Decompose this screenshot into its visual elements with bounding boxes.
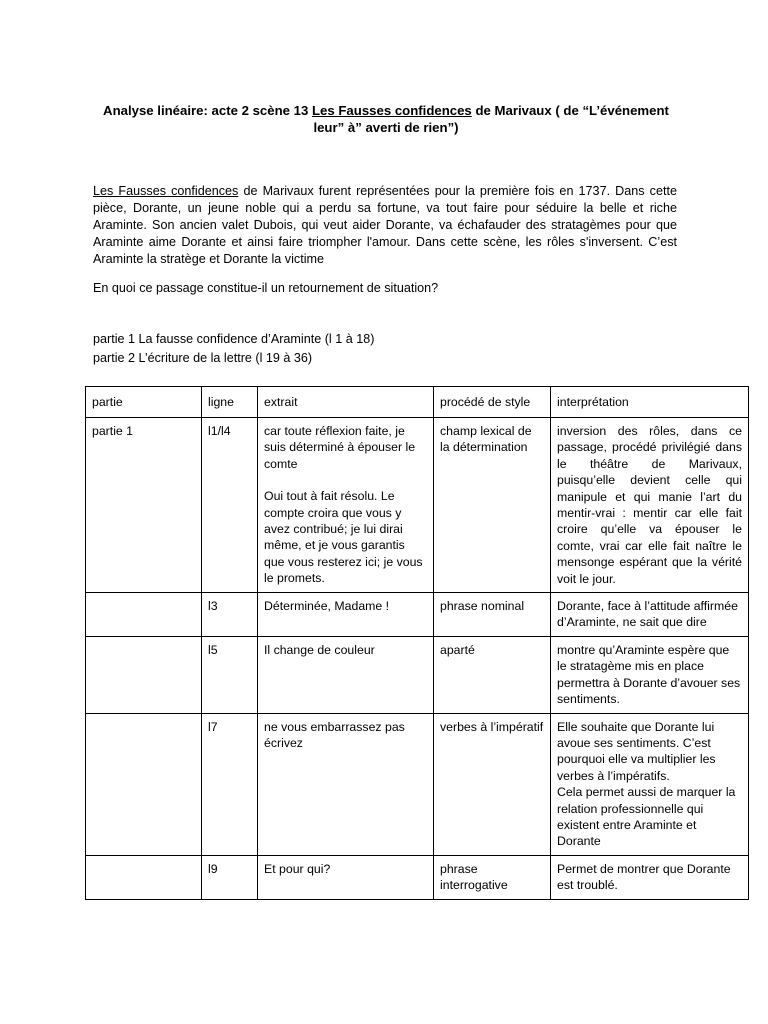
cell-partie xyxy=(86,593,202,637)
cell-ligne: l7 xyxy=(202,713,258,855)
cell-extrait: Il change de couleur xyxy=(258,636,434,713)
cell-extrait: ne vous embarrassez pas écrivez xyxy=(258,713,434,855)
cell-extrait: Et pour qui? xyxy=(258,855,434,899)
cell-procede: verbes à l’impératif xyxy=(434,713,551,855)
table-row xyxy=(86,593,749,637)
cell-interpretation: Permet de montrer que Dorante est troublé. xyxy=(551,855,749,899)
header-partie: partie xyxy=(86,387,202,418)
analysis-table xyxy=(85,386,749,900)
table-row xyxy=(86,713,749,855)
problematic-question: En quoi ce passage constitue-il un retournement de situation? xyxy=(93,281,439,295)
title-suffix: de Marivaux ( de “L’événement xyxy=(471,103,669,118)
plan-part-2: partie 2 L’écriture de la lettre (l 19 à 36) xyxy=(93,351,313,365)
intro-paragraph xyxy=(93,183,677,268)
cell-ligne: l5 xyxy=(202,636,258,713)
cell-interpretation: inversion des rôles, dans ce passage, procédé privilégié dans le théâtre de Marivaux, puisqu’elle devient celle qui manipule et qui manie l’art du mentir-vrai : mentir car elle fait croire qu’elle va épouser le comte, vrai car elle fait naître le mensonge espérant que la vérité voit le jour. xyxy=(551,418,749,593)
title-prefix: Analyse linéaire: acte 2 scène 13 xyxy=(103,103,312,118)
page-title xyxy=(90,102,682,136)
cell-extrait xyxy=(258,418,434,593)
cell-procede: champ lexical de la détermination xyxy=(434,418,551,593)
header-interpretation: interprétation xyxy=(551,387,749,418)
header-extrait: extrait xyxy=(258,387,434,418)
extrait-part-b: Oui tout à fait résolu. Le compte croira que vous y avez contribué; je lui dirai même, et je vous garantis que vous resterez ici; je vous le promets. xyxy=(264,489,423,586)
table-header-row xyxy=(86,387,749,418)
intro-work-title: Les Fausses confidences xyxy=(93,184,239,198)
cell-interpretation: montre qu’Araminte espère que le stratagème mis en place permettra à Dorante d’avouer ses sentiments. xyxy=(551,636,749,713)
cell-ligne: l3 xyxy=(202,593,258,637)
interpretation-part-a: Elle souhaite que Dorante lui avoue ses sentiments. C’est pourquoi elle va multiplier les verbes à l’impératifs. xyxy=(557,719,716,783)
cell-procede: aparté xyxy=(434,636,551,713)
intro-text: de Marivaux furent représentées pour la première fois en 1737. Dans cette pièce, Dorante, un jeune noble qui a perdu sa fortune, va tout faire pour séduire la belle et riche Araminte. Son ancien valet Dubois, qui veut aider Dorante, va échafauder des stratagèmes pour que Araminte aime Dorante et ainsi faire triompher l'amour. Dans cette scène, les rôles s'inversent. C’est Araminte la stratège et Dorante la victime xyxy=(93,184,677,266)
cell-ligne: l1/l4 xyxy=(202,418,258,593)
cell-procede: phrase interrogative xyxy=(434,855,551,899)
cell-interpretation xyxy=(551,713,749,855)
header-procede: procédé de style xyxy=(434,387,551,418)
plan-list xyxy=(93,330,677,368)
interpretation-part-b: Cela permet aussi de marquer la relation professionnelle qui existent entre Araminte et Dorante xyxy=(557,785,736,849)
cell-ligne: l9 xyxy=(202,855,258,899)
cell-partie xyxy=(86,636,202,713)
cell-partie: partie 1 xyxy=(86,418,202,593)
cell-interpretation: Dorante, face à l’attitude affirmée d’Araminte, ne sait que dire xyxy=(551,593,749,637)
header-ligne: ligne xyxy=(202,387,258,418)
table-row xyxy=(86,855,749,899)
cell-partie xyxy=(86,713,202,855)
title-work: Les Fausses confidences xyxy=(311,103,472,118)
table-row xyxy=(86,418,749,593)
table-row xyxy=(86,636,749,713)
plan-part-1: partie 1 La fausse confidence d’Araminte (l 1 à 18) xyxy=(93,332,375,346)
cell-partie xyxy=(86,855,202,899)
title-line-2: leur” à” averti de rien”) xyxy=(313,120,459,135)
cell-extrait: Déterminée, Madame ! xyxy=(258,593,434,637)
extrait-part-a: car toute réflexion faite, je suis déterminé à épouser le comte xyxy=(264,424,416,471)
cell-procede: phrase nominal xyxy=(434,593,551,637)
